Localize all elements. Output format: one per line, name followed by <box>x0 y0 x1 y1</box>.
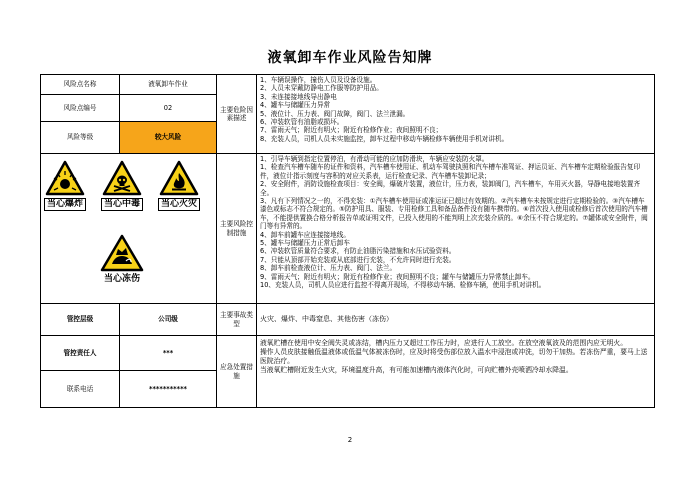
sign-caption: 当心火灾 <box>158 198 200 211</box>
control-measure-item: 2、安全附件，消防设施检查项目：安全阀，爆破片装置，液位计，压力表，装卸阀门，汽车槽车，车用灭火器，导静电接地装置齐全。 <box>260 180 641 197</box>
risk-factor-item: 8、充装人员，司机人员未实施监控，卸车过程中移动车辆检修车辆使用手机对讲机。 <box>260 134 509 143</box>
manager-value: *** <box>120 336 217 371</box>
manage-level-label: 管控层级 <box>41 304 120 336</box>
warning-sign-poison <box>101 160 143 211</box>
warning-signs-panel <box>41 154 217 304</box>
manager-label: 管控责任人 <box>41 336 120 371</box>
emergency-measures-list <box>257 336 655 408</box>
control-measure-item: 7、只能从顶部开始充装或从底部进行充装，不允许同时进行充装。 <box>260 255 456 264</box>
control-measure-item: 8、卸车前检查液位计、压力表、阀门、法兰。 <box>260 264 397 273</box>
control-measure-item: 1、检查汽车槽车随车的证件和资料，汽车槽车使用证、机动车驾驶执照和汽车槽车准驾证、押运员证、汽车槽车定期检验报告复印件，液位计指示刻度与容积的对应关系表，运行检查记录、汽车槽车装卸记录； <box>260 163 641 180</box>
risk-factor-item: 4、罐车与储罐压力异常 <box>260 101 331 110</box>
frostbite-icon <box>100 234 144 272</box>
sign-caption: 当心中毒 <box>101 198 143 211</box>
risk-factor-item: 3、未连接接地线导出静电 <box>260 92 337 101</box>
point-name-value: 液氧卸车作业 <box>120 75 217 95</box>
manage-level-value: 公司级 <box>120 304 217 336</box>
emergency-measure-item: 液氧贮槽在使用中安全阀失灵或冻结，槽内压力又超过工作压力时，应进行人工放空。在放空液氧波及的范围内应无明火。 <box>260 339 628 347</box>
sign-caption: 当心冻伤 <box>103 274 140 284</box>
page-number: 2 <box>347 436 353 444</box>
warning-sign-explosion <box>44 160 86 211</box>
sign-caption: 当心爆炸 <box>44 198 86 211</box>
warning-sign-frostbite <box>100 234 144 285</box>
page-title: 液氧卸车作业风险告知牌 <box>267 50 433 66</box>
accident-type-value: 火灾、爆炸、中毒窒息、其他伤害（冻伤） <box>257 304 655 336</box>
control-measure-item: 6、冲装软管质量符合要求，有防止油脂污染措施和水压试验资料。 <box>260 247 456 256</box>
risk-factor-item: 2、人员未穿戴防静电工作服等防护用品。 <box>260 84 383 93</box>
phone-value: *********** <box>120 371 217 408</box>
risk-factor-item: 5、液位计、压力表、阀门故障，阀门、法兰泄漏。 <box>260 109 410 118</box>
warning-sign-fire <box>158 160 200 211</box>
risk-factors-list <box>257 75 655 154</box>
explosion-icon <box>45 160 85 196</box>
emergency-label: 应急处置措施 <box>217 336 257 408</box>
control-measure-item: 4、卸车前罐车应连接接地线。 <box>260 230 350 239</box>
control-measures-list <box>257 154 655 304</box>
point-no-value: 02 <box>120 95 217 122</box>
risk-notice-table <box>40 74 655 408</box>
point-no-label: 风险点编号 <box>41 95 120 122</box>
point-name-label: 风险点名称 <box>41 75 120 95</box>
fire-icon <box>159 160 199 196</box>
risk-level-label: 风险等级 <box>41 122 120 154</box>
risk-factor-item: 7、雷雨天气；附近有明火；附近有检修作业；夜间照明不良； <box>260 126 443 135</box>
skull-icon <box>102 160 142 196</box>
control-measure-item: 3、凡有下列情况之一的，不得充装：①汽车槽车使用证或准运证已超过有效期的。②汽车槽车未按规定进行定期检验的。③汽车槽车漆色或标志不符合规定的。⑤防护用具、服装、专用检修工具和备品备件没有随车携带的。⑥首次投入使用或检修后首次使用的汽车槽车，不能提供置换合格分析报告单或证明文件，已投入使用的不能判明上次充装介质的。⑥余压不符合规定的。⑦罐体或安全附件，阀门等有异常的。 <box>260 197 648 231</box>
emergency-measure-item: 当液氧贮槽附近发生火灾，环境温度升高，有可能加速槽内液体汽化时，可向贮槽外壳喷洒冷却水降温。 <box>260 366 573 374</box>
control-measure-item: 10、充装人员，司机人员应进行监控不得离开现场，不得移动车辆、检修车辆，使用手机对讲机。 <box>260 281 546 290</box>
emergency-measure-item: 操作人员皮肤接触低温液体或低温气体被冻伤时，应及时将受伤部位放入温水中浸泡或冲洗，切勿干加热。若冻伤严重，要马上送医院治疗。 <box>260 348 648 365</box>
control-measure-item: 9、雷雨天气；附近有明火；附近有检修作业；夜间照明不良；罐车与储罐压力异常禁止卸车。 <box>260 272 535 281</box>
risk-desc-label: 主要危险因素描述 <box>217 75 257 154</box>
control-measures-label: 主要风险控制措施 <box>217 154 257 304</box>
control-measure-item: 1、引导车辆到指定位置停泊，有滑动可能的应加防滑块，车辆应安装防火罩。 <box>260 155 489 163</box>
accident-type-label: 主要事故类型 <box>217 304 257 336</box>
risk-factor-item: 1、车辆误操作，撞伤人员及设备设施。 <box>260 76 377 84</box>
control-measure-item: 5、罐车与储罐压力正常后卸车 <box>260 239 350 248</box>
phone-label: 联系电话 <box>41 371 120 408</box>
risk-factor-item: 6、冲装软管有油脂或损坏。 <box>260 118 344 127</box>
risk-level-badge: 较大风险 <box>120 122 217 154</box>
